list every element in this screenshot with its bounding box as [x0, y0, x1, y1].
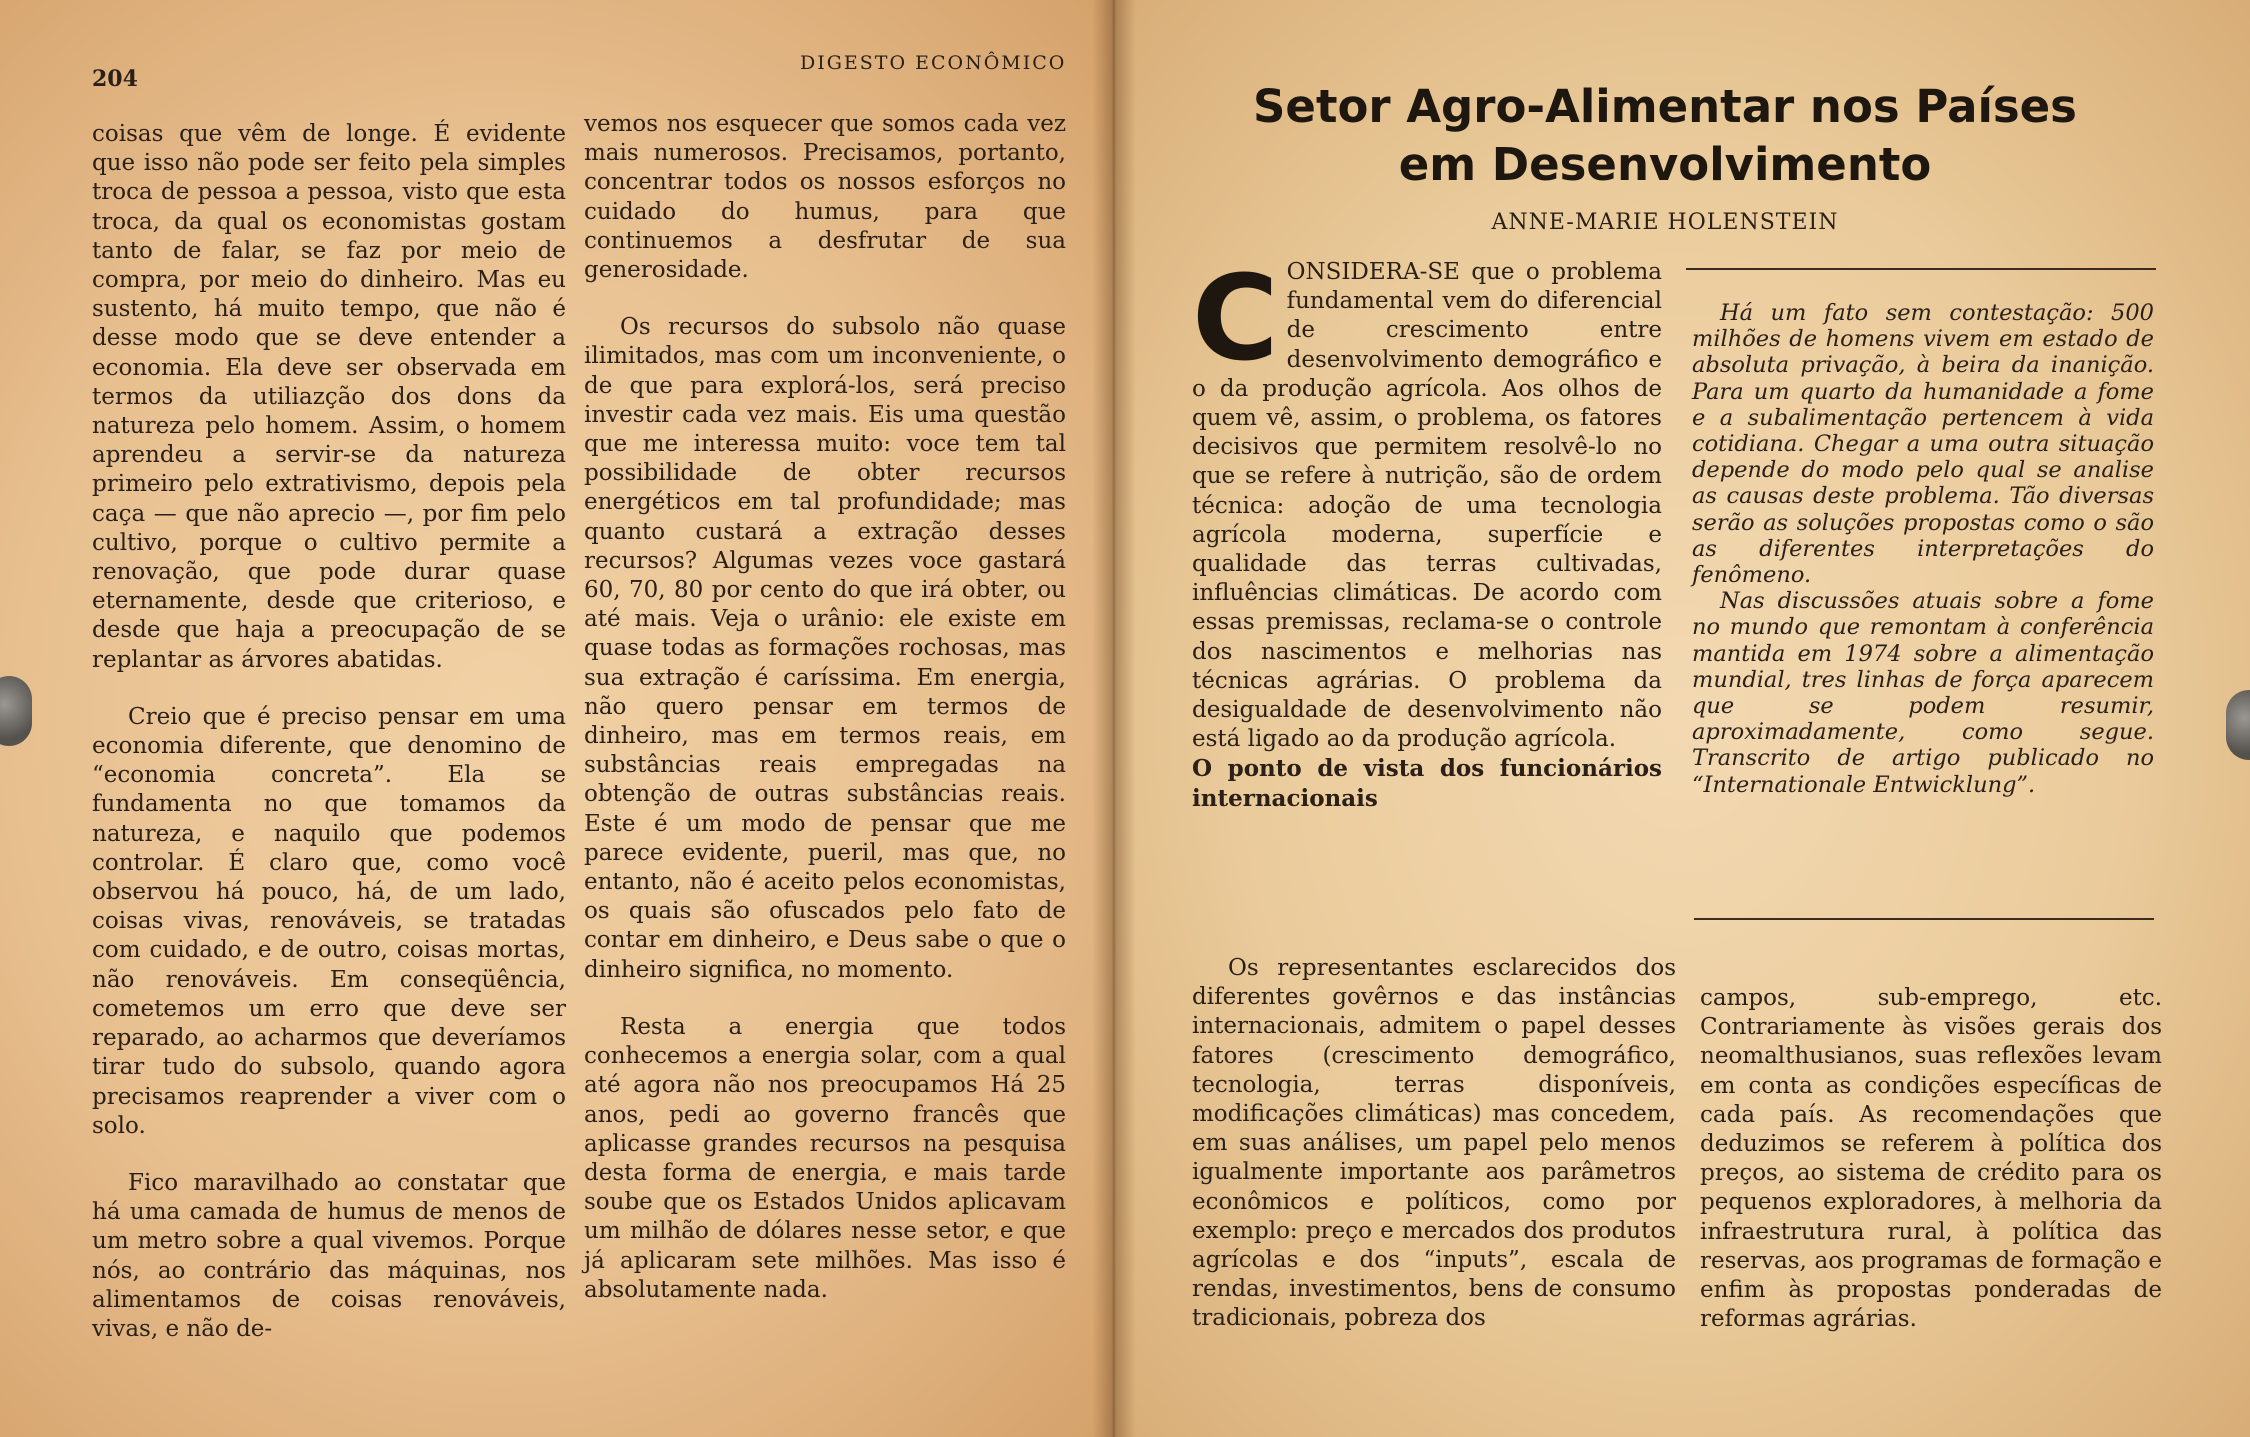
lead-paragraph: [1192, 249, 1662, 754]
paragraph: Fico maravilhado ao constatar que há uma camada de humus de menos de um metro sobre a qual vivemos. Porque nós, ao contrário das máquinas, nos alimentamos de coisas renováveis, vivas, e não de-: [92, 1169, 566, 1342]
paragraph: campos, sub-emprego, etc. Contrariamente às visões gerais dos neomalthusianos, suas reflexões levam em conta as condições específicas de cada país. As recomendações que deduzimos se referem à política dos preços, ao sistema de crédito para os pequenos exploradores, à melhoria da infraestrutura rural, à política das reservas, aos programas de formação e enfim às propostas ponderadas de reformas agrárias.: [1700, 985, 2162, 1333]
paragraph: vemos nos esquecer que somos cada vez mais numerosos. Precisamos, portanto, concentrar todos os nossos esforços no cuidado do humus, para que continuemos a desfrutar de sua generosidade.: [584, 111, 1066, 284]
paragraph: Creio que é preciso pensar em uma economia diferente, que denomino de “economia concreta”. Ela se fundamenta no que tomamos da natureza, e naquilo que podemos controlar. É claro que, como você observou há pouco, há, de um lado, coisas vivas, renováveis, se tratadas com cuidado, e de outro, coisas mortas, não renováveis. Em conseqüência, cometemos um erro que deve ser reparado, ao acharmos que deveríamos tirar tudo do subsolo, quando agora precisamos reaprender a viver com o solo.: [92, 703, 566, 1139]
lead-first-word: ONSIDERA-SE: [1286, 259, 1460, 285]
paragraph: coisas que vêm de longe. É evidente que isso não pode ser feito pela simples troca de pessoa a pessoa, visto que esta troca, da qual os economistas gostam tanto de falar, se faz por meio de compra, por meio do dinheiro. Mas eu sustento, há muito tempo, que não é desse modo que se deve entender a economia. Ela deve ser observada em termos da utiliazção dos dons da natureza pelo homem. Assim, o homem aprendeu a servir-se da natureza primeiro pelo extrativismo, depois pela caça — que não aprecio —, por fim pelo cultivo, porque o cultivo permite a renovação, que pode durar quase eternamente, desde que criterioso, e desde que haja a preocupação de se replantar as árvores abatidas.: [92, 121, 566, 673]
title-line-1: Setor Agro-Alimentar nos Países: [1253, 80, 2077, 133]
lead-column: [1192, 249, 1662, 813]
pullquote-paragraph: Há um fato sem contestação: 500 milhões de homens vivem em estado de absoluta privação, à beira da inanição. Para um quarto da humanidade a fome e a subalimentação pertencem à vida cotidiana. Chegar a uma outra situação depende do modo pelo qual se analise as causas deste problema. Tão diversas serão as soluções propostas como o são as diferentes interpretações do fenômeno.: [1692, 300, 2154, 589]
section-column-2: [1700, 984, 2162, 1334]
left-column-2: [584, 110, 1066, 1305]
section-subhead: O ponto de vista dos funcionários internacionais: [1192, 755, 1662, 812]
pullquote-rule-bottom: [1694, 918, 2154, 920]
drop-cap: C: [1192, 249, 1279, 387]
paragraph: Os recursos do subsolo não quase ilimitados, mas com um inconveniente, o de que para explorá-los, será preciso investir cada vez mais. Eis uma questão que me interessa muito: voce tem tal possibilidade de obter recursos energéticos em tal profundidade; mas quanto custará a extração desses recursos? Algumas vezes voce gastará 60, 70, 80 por cento do que irá obter, ou até mais. Veja o urânio: ele existe em quase todas as formações rochosas, mas sua extração é caríssima. Em energia, não quero pensar em termos de dinheiro, mas em termos reais, em substâncias reais empregadas na obtenção de outras substâncias reais. Este é um modo de pensar que me parece evidente, pueril, mas que, no entanto, não é aceito pelos economistas, os quais são ofuscados pelo fato de contar em dinheiro, e Deus sabe o que o dinheiro significa, no momento.: [584, 314, 1066, 983]
pull-quote: [1692, 300, 2154, 798]
paragraph: Resta a energia que todos conhecemos a energia solar, com a qual até agora não nos preocupamos Há 25 anos, pedi ao governo francês que aplicasse grandes recursos na pesquisa desta forma de energia, e mais tarde soube que os Estados Unidos aplicavam um milhão de dólares nesse setor, e que já aplicaram sete milhões. Mas isso é absolutamente nada.: [584, 1013, 1066, 1303]
book-gutter: [1092, 0, 1136, 1437]
running-head: DIGESTO ECONÔMICO: [800, 52, 1067, 74]
article-title: [1190, 78, 2140, 194]
binder-clip-left: [0, 676, 32, 746]
lead-text: que o problema fundamental vem do diferencial de crescimento entre desenvolvimento demográfico e o da produção agrícola. Aos olhos de quem vê, assim, o problema, os fatores decisivos que permitem resolvê-lo no que se refere à nutrição, são de ordem técnica: adoção de uma tecnologia agrícola moderna, superfície e qualidade das terras cultivadas, influências climáticas. De acordo com essas premissas, reclama-se o controle dos nascimentos e melhorias nas técnicas agrárias. O problema da desigualdade de desenvolvimento não está ligado ao da produção agrícola.: [1192, 259, 1662, 753]
binder-clip-right: [2226, 690, 2250, 760]
paragraph: Os representantes esclarecidos dos diferentes govêrnos e das instâncias internacionais, admitem o papel desses fatores (crescimento demográfico, tecnologia, terras disponíveis, modificações climáticas) mas concedem, em suas análises, um papel pelo menos igualmente importante aos parâmetros econômicos e políticos, como por exemplo: preço e mercados dos produtos agrícolas e dos “inputs”, escala de rendas, investimentos, bens de consumo tradicionais, pobreza dos: [1192, 955, 1676, 1332]
pullquote-rule-top: [1686, 268, 2156, 270]
page-number: 204: [92, 66, 138, 92]
author-byline: ANNE-MARIE HOLENSTEIN: [1491, 210, 1839, 235]
section-column-1: [1192, 954, 1676, 1334]
pullquote-paragraph: Nas discussões atuais sobre a fome no mundo que remontam à conferência mantida em 1974 sobre a alimentação mundial, tres linhas de força aparecem que se podem resumir, aproximadamente, como segue. Transcrito de artigo publicado no “Internationale Entwicklung”.: [1692, 588, 2154, 798]
left-column-1: [92, 120, 566, 1344]
title-line-2: em Desenvolvimento: [1398, 138, 1932, 191]
